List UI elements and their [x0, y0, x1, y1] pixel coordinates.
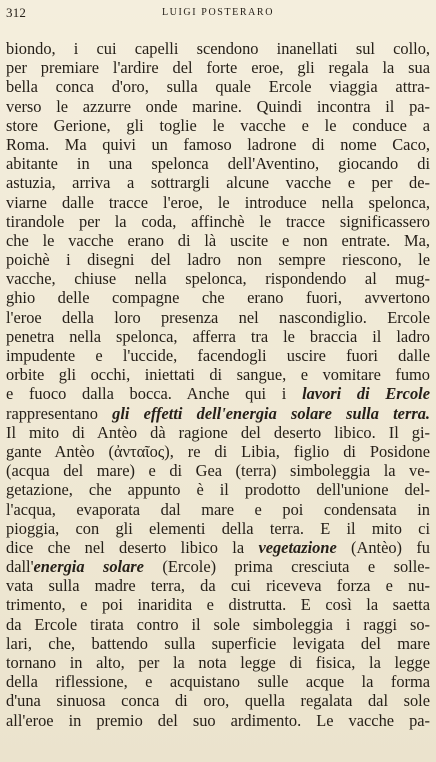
text-line: tirandole per la coda, affinchè le tracce significassero — [6, 211, 430, 231]
italic-phrase: gli effetti dell'energia solare sulla terra. — [112, 403, 430, 423]
text-line: vata sulla madre terra, da cui riceveva forza e nu- — [6, 576, 430, 596]
text-line: per premiare l'ardire del forte eroe, gli regala la sua — [6, 58, 430, 78]
text-line: verso le azzurre onde marine. Quindi incontra il pa- — [6, 96, 430, 116]
text-line: abitante in una spelonca dell'Aventino, giocando di — [6, 154, 430, 174]
text-line: dice che nel deserto libico la vegetazione (Antèo) fu — [6, 537, 430, 557]
text-line: Il mito di Antèo dà ragione del deserto libico. Il gi- — [6, 422, 430, 442]
text-line: l'eroe della loro presenza nel nascondiglio. Ercole — [6, 307, 430, 327]
text-line: d'una sinuosa conca di oro, quella regalata dal sole — [6, 691, 430, 711]
text-line: store Gerione, gli toglie le vacche e le conduce a — [6, 115, 430, 135]
text-line: bella conca d'oro, sulla quale Ercole viaggia attra- — [6, 77, 430, 97]
running-head-title: LUIGI POSTERARO — [161, 7, 275, 18]
text-line: poichè i disegni del ladro non sempre riescono, le — [6, 250, 430, 270]
page-number: 312 — [6, 5, 27, 20]
text-line: l'acqua, evaporata dal mare e poi condensata in — [6, 499, 430, 519]
text-line: che le vacche erano di là uscite e non entrate. Ma, — [6, 230, 430, 250]
running-head — [0, 0, 436, 30]
text-line: ghio delle compagne che erano fuori, avvertono — [6, 288, 430, 308]
text-line: e fuoco dalla bocca. Anche qui i lavori di Ercole — [6, 384, 430, 404]
text-line: Roma. Ma quivi un famoso ladrone di nome Caco, — [6, 134, 430, 154]
text-line: della riflessione, e acquistano sulle acque la forma — [6, 672, 430, 692]
text-line: rappresentano gli effetti dell'energia solare sulla terra. — [6, 403, 430, 423]
text-line: pioggia, con gli elementi della terra. E il mito ci — [6, 518, 430, 538]
text-line: vacche, chiuse nella spelonca, rispondendo al mug- — [6, 269, 430, 289]
text-line: biondo, i cui capelli scendono inanellati sul collo, — [6, 39, 430, 58]
body-text — [6, 39, 430, 730]
text-line: getazione, che appunto è il prodotto dell'unione del- — [6, 480, 430, 500]
text-line: orbite gli occhi, iniettati di sangue, e vomitare fumo — [6, 365, 430, 385]
text-line: viarne dalle tracce l'eroe, le introduce nella spelonca, — [6, 192, 430, 212]
italic-phrase: lavori di Ercole — [302, 384, 430, 404]
text-line: lari, che, battendo sulla superficie levigata del mare — [6, 633, 430, 653]
text-line: da Ercole tirata contro il sole simboleggia i raggi so- — [6, 614, 430, 634]
text-line: (acqua del mare) e di Gea (terra) simboleggia la ve- — [6, 461, 430, 481]
text-line: gante Antèo (ἀνταῖος), re di Libia, figlio di Posidone — [6, 441, 430, 461]
text-line: trimento, e poi inaridita e distrutta. E così la saetta — [6, 595, 430, 615]
text-line: tornano in alto, per la nota legge di fisica, la legge — [6, 653, 430, 672]
text-line: impudente e l'uccide, facendogli uscire fuori dalle — [6, 346, 430, 365]
italic-phrase: energia solare — [33, 557, 144, 577]
text-line: all'eroe in premio del suo ardimento. Le vacche pa- — [6, 710, 430, 730]
text-line: dall'energia solare (Ercole) prima cresciuta e solle- — [6, 557, 430, 577]
text-line: penetra nella spelonca, afferra tra le braccia il ladro — [6, 326, 430, 346]
italic-phrase: vegetazione — [258, 537, 337, 557]
text-line: astuzia, arriva a sottrargli alcune vacche e per de- — [6, 173, 430, 193]
